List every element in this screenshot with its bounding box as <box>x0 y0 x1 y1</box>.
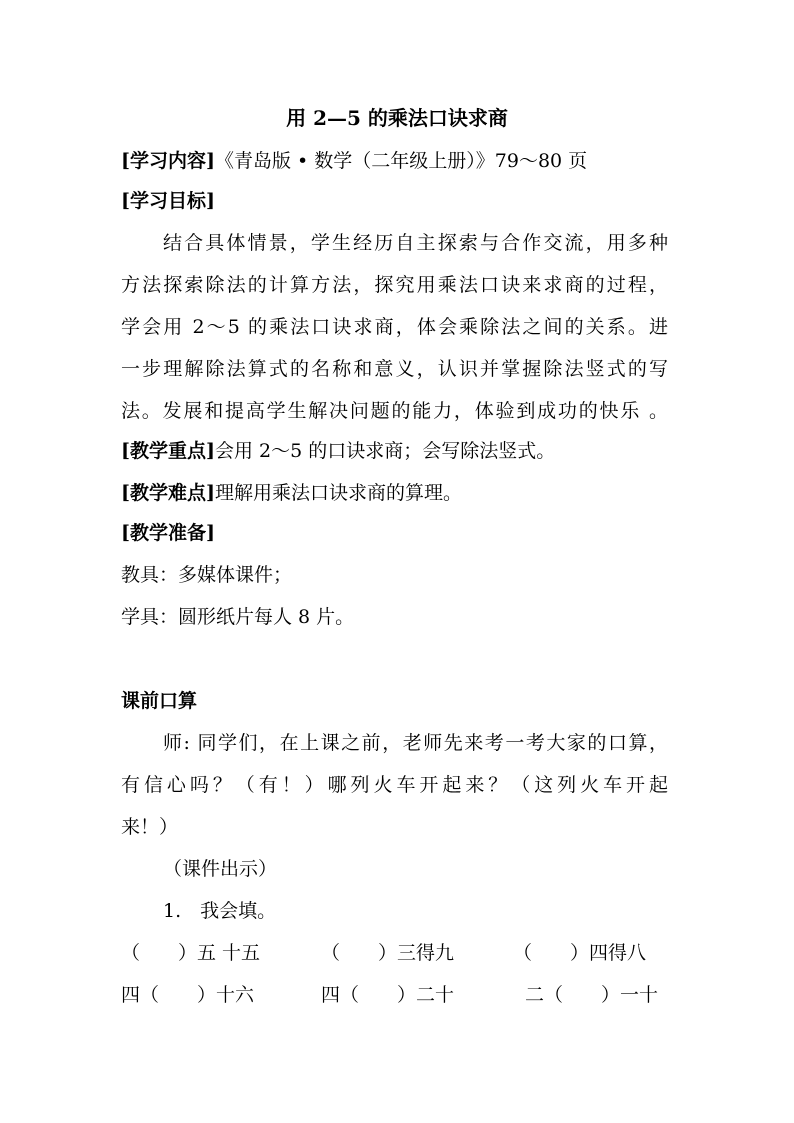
courseware-note: （课件出示） <box>163 858 278 880</box>
key-point-line <box>121 438 681 464</box>
fill-blank-5: 四（ ）二十 <box>321 984 455 1006</box>
learning-objectives-label: [学习目标] <box>121 190 215 212</box>
fill-blank-4: 四（ ）十六 <box>121 984 255 1006</box>
warmup-heading: 课前口算 <box>121 690 198 712</box>
page-title: 用 2—5 的乘法口诀求商 <box>286 106 508 130</box>
teacher-materials: 教具：多媒体课件； <box>121 564 293 586</box>
key-point-label: [教学重点] <box>121 440 215 462</box>
learning-content-label: [学习内容] <box>121 150 215 172</box>
exercise-item-label: 1. 我会填。 <box>163 900 277 922</box>
fill-blank-2: （ ）三得九 <box>321 942 455 964</box>
objectives-line-3: 学会用 2～5 的乘法口诀求商，体会乘除法之间的关系。进 <box>121 316 668 338</box>
learning-content-line <box>121 148 681 174</box>
objectives-line-2: 方法探索除法的计算方法，探究用乘法口诀来求商的过程， <box>121 274 668 296</box>
learning-content-text: 《青岛版 • 数学（二年级上册）》79～80 页 <box>214 150 588 172</box>
preparation-label: [教学准备] <box>121 522 215 544</box>
objectives-line-1: 结合具体情景，学生经历自主探索与合作交流，用多种 <box>163 232 668 254</box>
objectives-line-4: 一步理解除法算式的名称和意义，认识并掌握除法竖式的写 <box>121 358 668 380</box>
fill-blank-1: （ ）五 十五 <box>121 942 261 964</box>
fill-blank-3: （ ）四得八 <box>513 942 647 964</box>
fill-blank-6: 二（ ）一十 <box>525 984 659 1006</box>
difficulty-line <box>121 480 681 506</box>
objectives-line-5: 法。发展和提高学生解决问题的能力，体验到成功的快乐 。 <box>121 400 668 422</box>
difficulty-text: 理解用乘法口诀求商的算理。 <box>214 482 462 504</box>
key-point-text: 会用 2～5 的口诀求商；会写除法竖式。 <box>214 440 556 462</box>
student-materials: 学具：圆形纸片每人 8 片。 <box>121 606 355 628</box>
warmup-line-2: 有信心吗？（有！）哪列火车开起来？（这列火车开起 <box>121 774 668 796</box>
warmup-line-3: 来！） <box>121 816 179 838</box>
warmup-line-1: 师: 同学们，在上课之前，老师先来考一考大家的口算， <box>163 732 668 754</box>
difficulty-label: [教学难点] <box>121 482 215 504</box>
